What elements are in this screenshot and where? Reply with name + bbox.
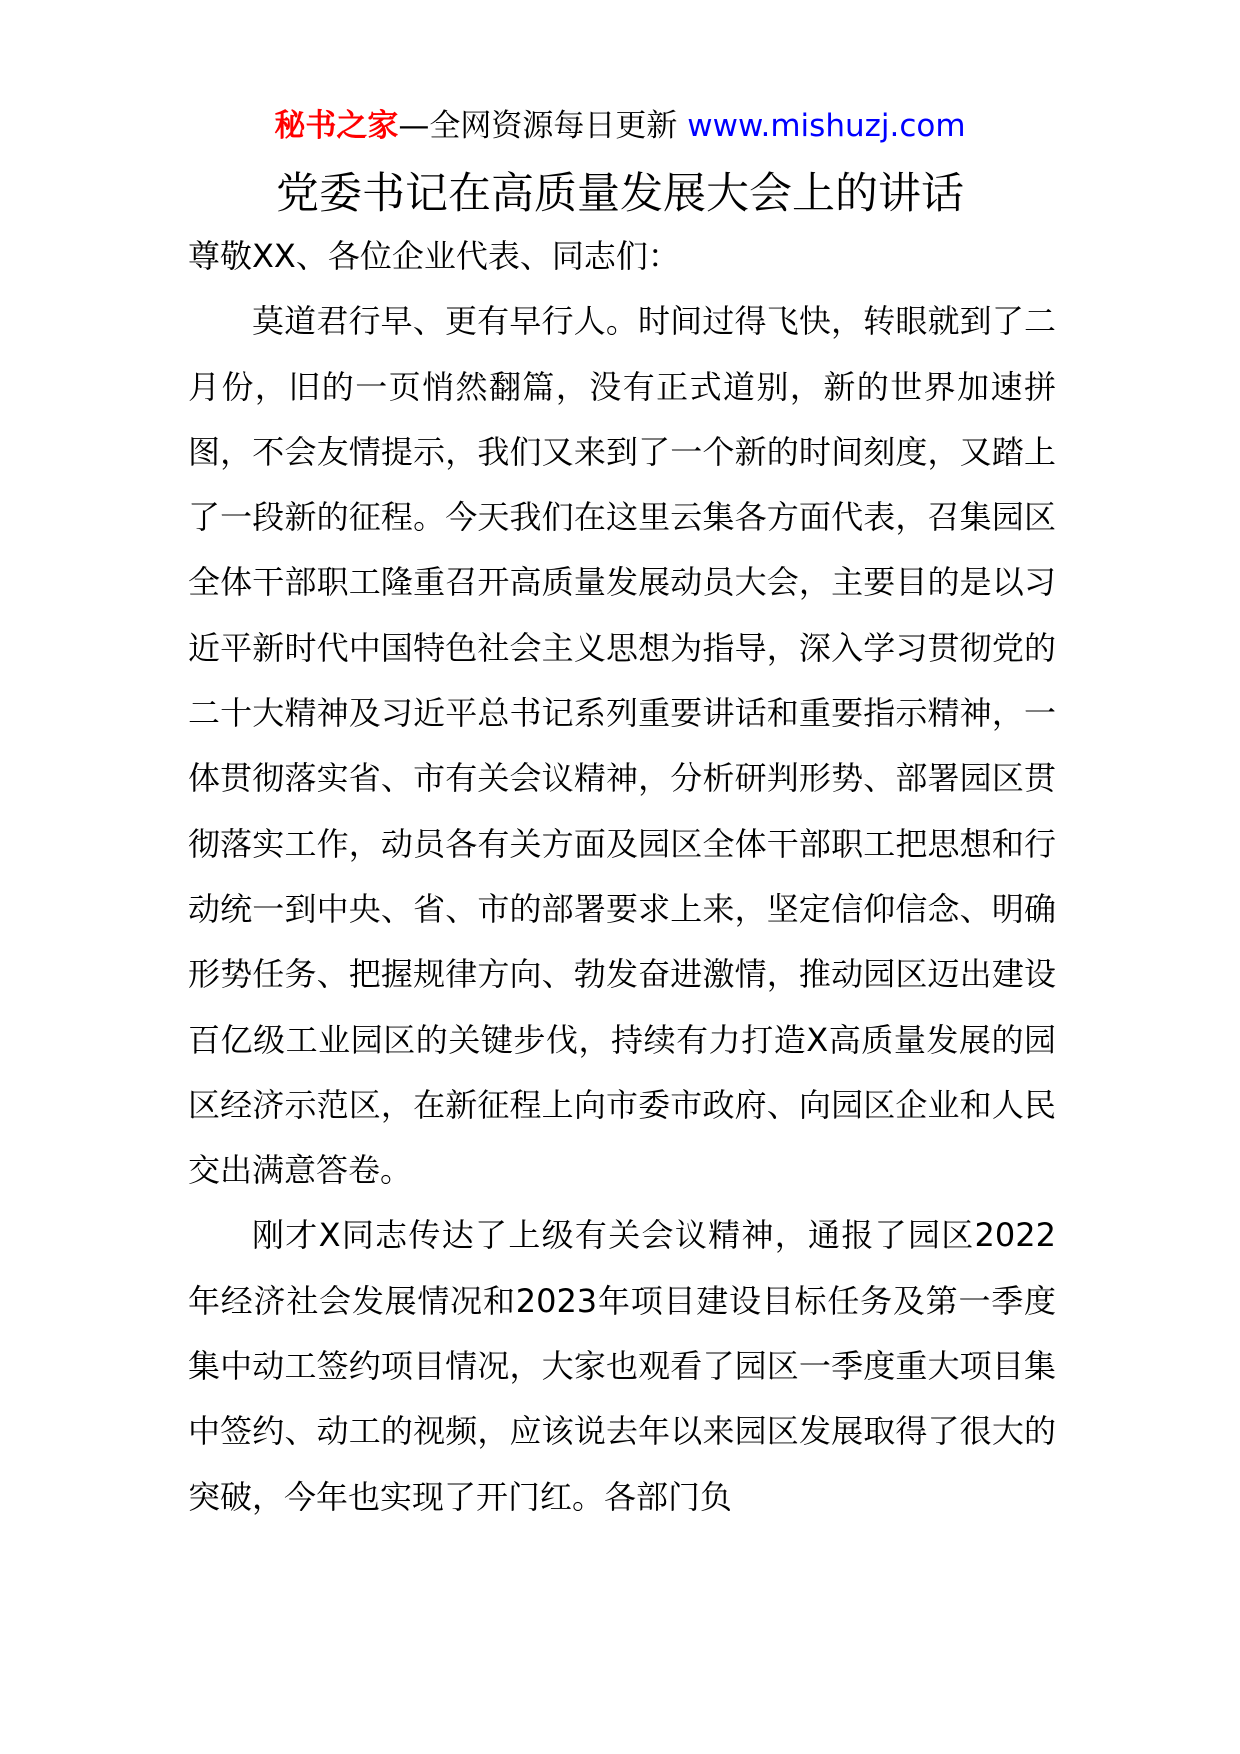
paragraph-2: 刚才X同志传达了上级有关会议精神，通报了园区2022年经济社会发展情况和2023年项目建设目标任务及第一季度集中动工签约项目情况，大家也观看了园区一季度重大项目集中签约、动工的视频，应该说去年以来园区发展取得了很大的突破，今年也实现了开门红。各部门负 — [188, 1216, 1056, 1516]
site-brand: 秘书之家 — [274, 108, 399, 144]
paragraph-1: 莫道君行早、更有早行人。时间过得飞快，转眼就到了二月份，旧的一页悄然翻篇，没有正式道别，新的世界加速拼图，不会友情提示，我们又来到了一个新的时间刻度，又踏上了一段新的征程。今天我们在这里云集各方面代表，召集园区全体干部职工隆重召开高质量发展动员大会，主要目的是以习近平新时代中国特色社会主义思想为指导，深入学习贯彻党的二十大精神及习近平总书记系列重要讲话和重要指示精神，一体贯彻落实省、市有关会议精神，分析研判形势、部署园区贯彻落实工作，动员各有关方面及园区全体干部职工把思想和行动统一到中央、省、市的部署要求上来，坚定信仰信念、明确形势任务、把握规律方向、勃发奋进激情，推动园区迈出建设百亿级工业园区的关键步伐，持续有力打造X高质量发展的园区经济示范区，在新征程上向市委市政府、向园区企业和人民交出满意答卷。 — [188, 302, 1056, 1190]
document-title: 党委书记在高质量发展大会上的讲话 — [276, 169, 964, 219]
site-header — [0, 104, 1240, 148]
document-body — [188, 224, 1056, 1530]
site-url-link[interactable]: www.mishuzj.com — [687, 108, 966, 144]
site-tagline: —全网资源每日更新 — [398, 108, 678, 144]
salutation: 尊敬XX、各位企业代表、同志们： — [188, 237, 680, 275]
